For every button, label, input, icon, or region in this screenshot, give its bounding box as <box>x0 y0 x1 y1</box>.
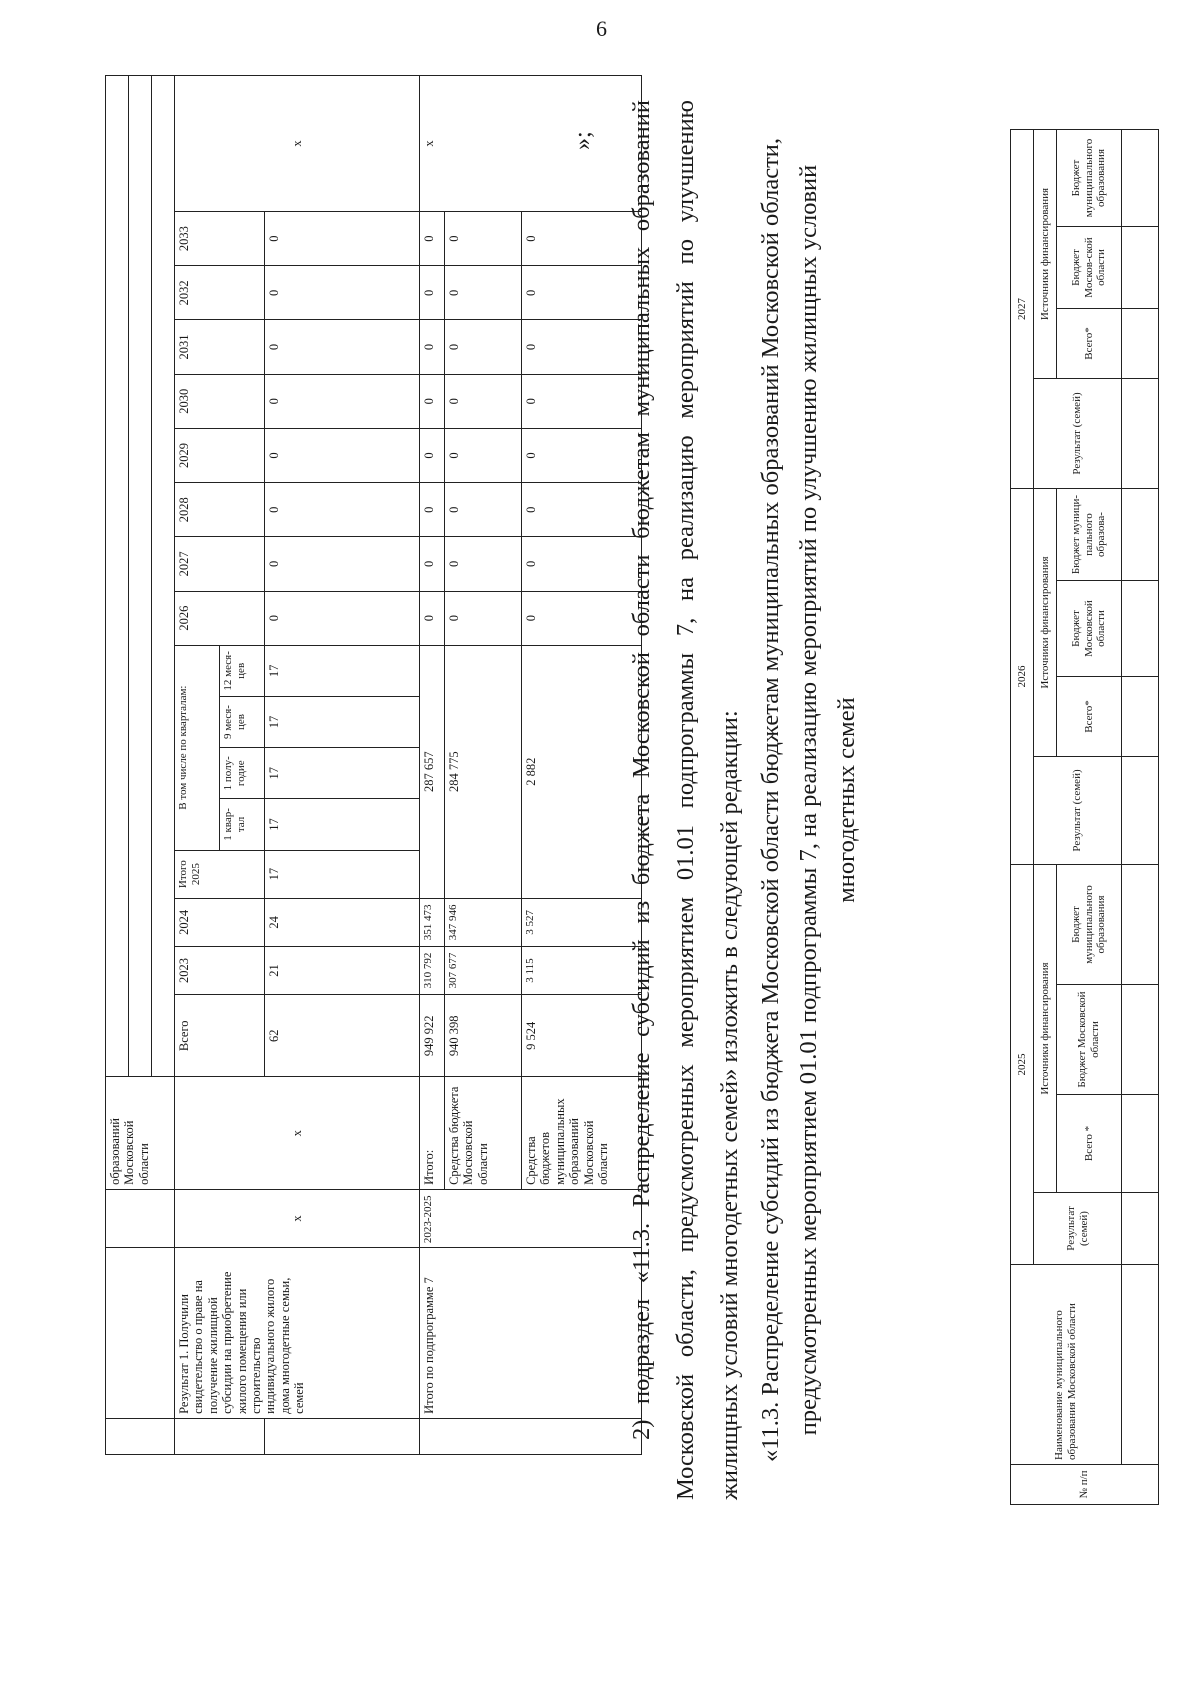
value-cell: 0 <box>445 591 522 645</box>
value-cell: 3 115 <box>522 946 642 994</box>
value-cell: 307 677 <box>445 946 522 994</box>
value-cell: 17 <box>265 696 420 747</box>
value-cell: 17 <box>265 748 420 799</box>
header-result: Результат (семей) <box>1034 757 1122 865</box>
value-cell: 0 <box>445 374 522 428</box>
value-cell: 287 657 <box>420 645 445 898</box>
value-cell: 0 <box>420 211 445 265</box>
header-mun-name: Наименование муниципального образования Московской области <box>1011 1265 1122 1465</box>
total-name: Итого по подпрограмме 7 <box>420 1248 642 1419</box>
value-cell: 0 <box>420 537 445 591</box>
subprogram-7-table <box>105 75 642 1455</box>
source-cell: Средства бюджета Московской области <box>445 1077 522 1189</box>
value-cell: 0 <box>420 428 445 482</box>
header-year: 2030 <box>175 374 265 428</box>
value-cell: 0 <box>522 537 642 591</box>
value-cell: 949 922 <box>420 995 445 1077</box>
header-num: № п/п <box>1011 1465 1159 1505</box>
value-cell: 0 <box>445 266 522 320</box>
header-total: Всего* <box>1057 309 1122 379</box>
value-cell: 0 <box>522 211 642 265</box>
value-cell: 3 527 <box>522 898 642 946</box>
header-year: 2027 <box>1011 130 1034 489</box>
table-header-row <box>175 76 220 1455</box>
header-budget-mun: Бюджет муници-пального образова- <box>1057 489 1122 581</box>
result-source: х <box>175 1077 420 1189</box>
value-cell: 0 <box>420 483 445 537</box>
value-cell: 351 473 <box>420 898 445 946</box>
source-cell: Средства бюджетов муниципальных образований Московской области <box>522 1077 642 1189</box>
value-cell: 0 <box>420 374 445 428</box>
header-result: Результат (семей) <box>1034 1193 1122 1265</box>
header-year: 2023 <box>175 946 265 994</box>
header-year: 2031 <box>175 320 265 374</box>
rotated-page-content <box>90 70 1110 1650</box>
subsidy-distribution-table <box>1010 129 1159 1505</box>
value-cell: 0 <box>265 483 420 537</box>
value-cell: 0 <box>522 320 642 374</box>
header-year: 2033 <box>175 211 265 265</box>
page-number: 6 <box>596 16 607 41</box>
amendment-text <box>620 100 752 1500</box>
value-cell: 17 <box>265 799 420 850</box>
value-cell: 0 <box>522 374 642 428</box>
header-budget-mo: Бюджет Московской области <box>1057 985 1122 1095</box>
table-row <box>106 76 129 1455</box>
value-cell: 0 <box>445 320 522 374</box>
closing-mark: »; <box>570 131 596 150</box>
value-cell: 0 <box>420 266 445 320</box>
header-sources: Источники финансирования <box>1034 489 1057 757</box>
value-cell: 0 <box>420 591 445 645</box>
header-itogo-2025: Итого 2025 <box>175 850 265 898</box>
value-cell: 0 <box>265 374 420 428</box>
value-cell: 347 946 <box>445 898 522 946</box>
header-result: Результат (семей) <box>1034 379 1122 489</box>
header-quarter: 1 квар-тал <box>220 799 265 850</box>
header-quarters: В том числе по кварталам: <box>175 645 220 850</box>
value-cell: 0 <box>265 537 420 591</box>
value-cell: 0 <box>445 537 522 591</box>
value-cell: 0 <box>265 320 420 374</box>
value-cell: 0 <box>265 428 420 482</box>
header-budget-mun: Бюджет муниципального образования <box>1057 865 1122 985</box>
value-cell: 0 <box>445 483 522 537</box>
header-budget-mun: Бюджет муниципального образования <box>1057 130 1122 227</box>
value-cell: 0 <box>522 428 642 482</box>
header-year: 2025 <box>1011 865 1034 1265</box>
total-executor: х <box>420 76 642 212</box>
header-budget-mo: Бюджет Москов-ской области <box>1057 227 1122 309</box>
value-cell: 0 <box>265 211 420 265</box>
header-quarter: 9 меся-цев <box>220 696 265 747</box>
header-quarter: 12 меся-цев <box>220 645 265 696</box>
header-year: 2027 <box>175 537 265 591</box>
header-year: 2024 <box>175 898 265 946</box>
value-cell: 0 <box>445 428 522 482</box>
header-total: Всего* <box>1057 677 1122 757</box>
value-cell: 940 398 <box>445 995 522 1077</box>
section-heading: «11.3. Распределение субсидий из бюджета Московской области бюджетам муниципальных образований Московской области, предусмотренных мероприятием 01.01 подпрограммы 7, на реализацию мероприятий по улучшению жилищных условий многодетных семей <box>757 137 860 1463</box>
value-cell: 310 792 <box>420 946 445 994</box>
value-cell: 0 <box>420 320 445 374</box>
header-budget-mo: Бюджет Московской области <box>1057 581 1122 677</box>
total-period: 2023-2025 <box>420 1189 642 1247</box>
table-row <box>420 76 445 1455</box>
value-cell: 24 <box>265 898 420 946</box>
table-header-row <box>1011 130 1034 1505</box>
header-total: Всего <box>175 995 265 1077</box>
header-year: 2026 <box>175 591 265 645</box>
value-cell: 0 <box>265 591 420 645</box>
value-cell: 0 <box>522 266 642 320</box>
value-cell: 0 <box>445 211 522 265</box>
value-cell: 0 <box>522 591 642 645</box>
table-cell: образований Московской области <box>106 1077 175 1189</box>
value-cell: 284 775 <box>445 645 522 898</box>
source-cell: Итого: <box>420 1077 445 1189</box>
header-quarter: 1 полу-годие <box>220 748 265 799</box>
paragraph: 2) подраздел «11.3. Распределение субсидий из бюджета Московской области бюджетам муниципальных образований Московской области, предусмотренных мероприятием 01.01 подпрограммы 7, на реализацию мероприятий по улучшению жилищных условий многодетных семей» изложить в следующей редакции: <box>628 100 743 1500</box>
value-cell: 17 <box>265 850 420 898</box>
value-cell: 21 <box>265 946 420 994</box>
header-total: Всего * <box>1057 1095 1122 1193</box>
header-sources: Источники финансирования <box>1034 865 1057 1193</box>
header-sources: Источники финансирования <box>1034 130 1057 379</box>
header-year: 2026 <box>1011 489 1034 865</box>
value-cell: 9 524 <box>522 995 642 1077</box>
value-cell: 0 <box>522 483 642 537</box>
value-cell: 17 <box>265 645 420 696</box>
table-row <box>1122 130 1159 1505</box>
header-year: 2032 <box>175 266 265 320</box>
value-cell: 2 882 <box>522 645 642 898</box>
header-year: 2028 <box>175 483 265 537</box>
result-executor: х <box>175 76 420 212</box>
header-year: 2029 <box>175 428 265 482</box>
value-cell: 0 <box>265 266 420 320</box>
value-cell: 62 <box>265 995 420 1077</box>
result-period: х <box>175 1189 420 1247</box>
result-name: Результат 1. Получили свидетельство о праве на получение жилищной субсидии на приобретение жилого помещения или строительство индивидуального жилого дома многодетные семьи, семей <box>175 1248 420 1419</box>
